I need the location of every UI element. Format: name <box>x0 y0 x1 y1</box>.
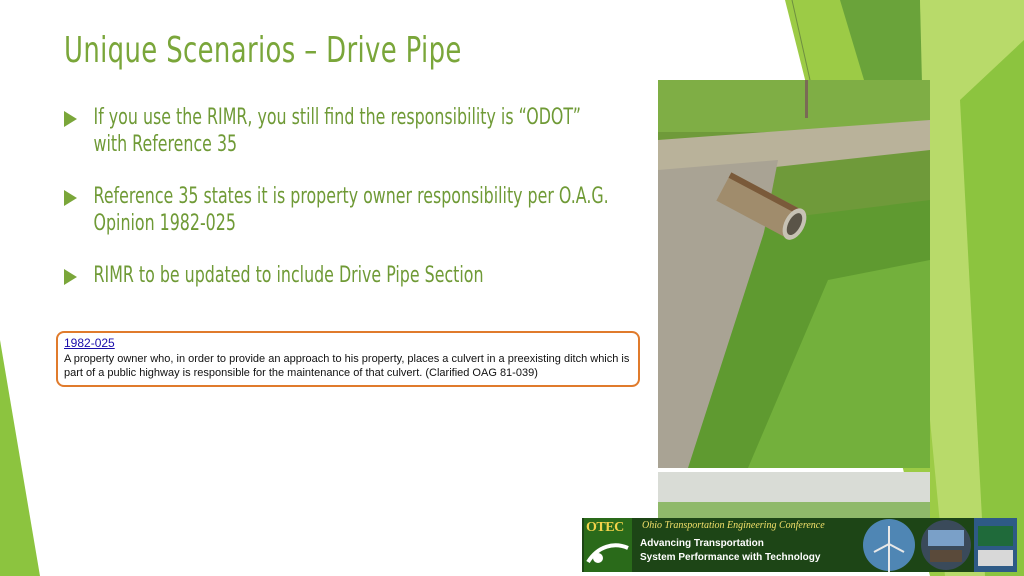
otec-logo-text: OTEC <box>586 520 624 535</box>
left-corner-shape <box>0 340 40 576</box>
traffic-sign-image <box>974 518 1017 572</box>
bullet-list <box>64 104 618 314</box>
bullet-text-3: RIMR to be updated to include Drive Pipe Section <box>93 263 484 288</box>
triangle-right-icon <box>64 190 77 206</box>
banner-tagline-1: Advancing Transportation <box>640 538 764 549</box>
photo-strip <box>658 472 930 522</box>
opinion-excerpt-box <box>56 331 640 387</box>
bullet-item-3 <box>64 262 618 289</box>
triangle-right-icon <box>64 111 77 127</box>
bullet-text-2: Reference 35 states it is property owner responsibility per O.A.G. Opinion 1982-025 <box>93 184 609 236</box>
otec-swoosh-icon <box>584 518 632 572</box>
bullet-item-2 <box>64 183 618 237</box>
bullet-text-1: If you use the RIMR, you still find the responsibility is “ODOT” with Reference 35 <box>93 105 581 157</box>
banner-tagline-2: System Performance with Technology <box>640 552 821 563</box>
opinion-link[interactable]: 1982-025 <box>64 336 115 350</box>
control-room-image <box>920 518 972 572</box>
slide-title: Unique Scenarios – Drive Pipe <box>64 30 462 71</box>
opinion-text: A property owner who, in order to provide an approach to his property, places a culvert in a preexisting ditch which is part of a public highway is responsible for the maintenance of that culvert. (Clarified OAG 81-039) <box>64 353 630 379</box>
conference-banner <box>582 518 1017 572</box>
wind-turbine-image <box>862 518 916 572</box>
conference-name: Ohio Transportation Engineering Conference <box>642 520 825 531</box>
triangle-right-icon <box>64 269 77 285</box>
bullet-item-1 <box>64 104 618 158</box>
otec-logo <box>584 518 632 572</box>
culvert-photo <box>658 80 930 468</box>
